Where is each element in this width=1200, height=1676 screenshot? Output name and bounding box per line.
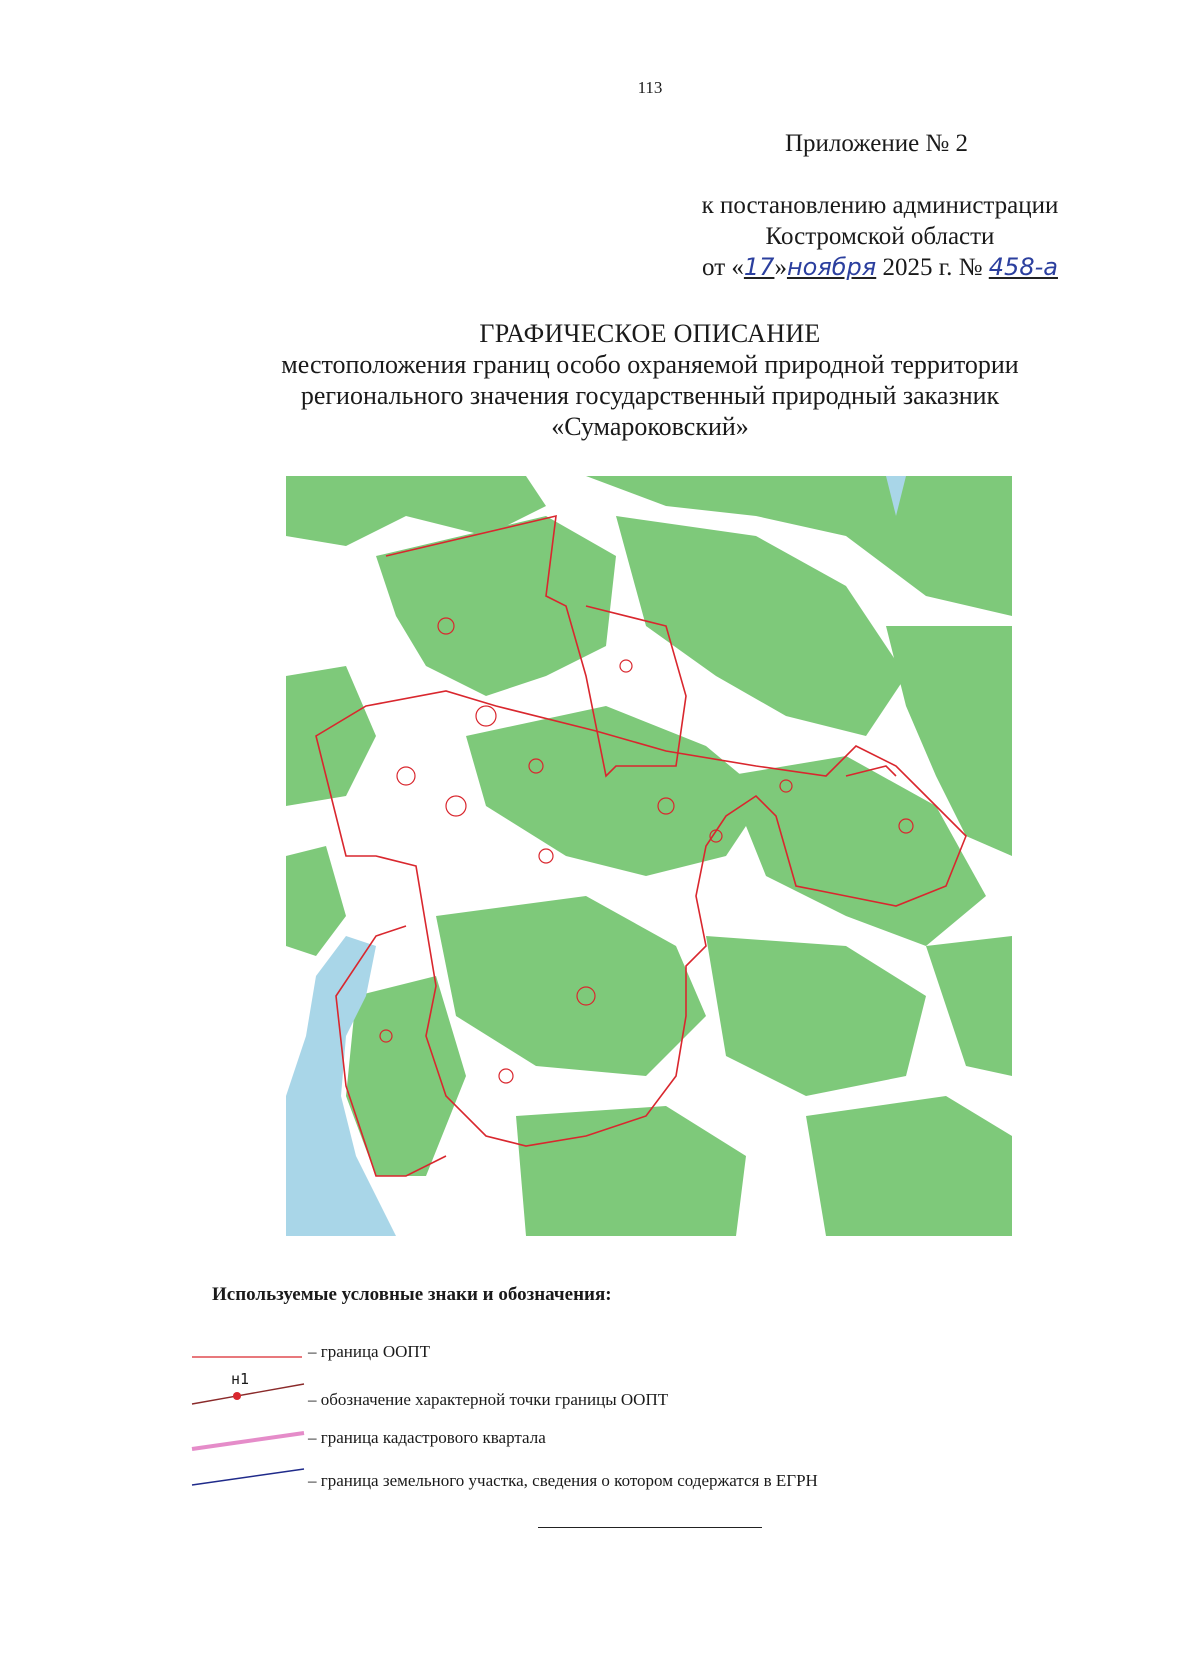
legend-label: – граница ООПТ xyxy=(308,1342,431,1361)
decree-year: 2025 г. № xyxy=(882,254,983,281)
legend-title: Используемые условные знаки и обозначения: xyxy=(212,1284,612,1305)
decree-date-mid: » xyxy=(774,254,787,281)
boundary-map xyxy=(286,476,1012,1236)
document-title xyxy=(0,318,1200,442)
title-heading: ГРАФИЧЕСКОЕ ОПИСАНИЕ xyxy=(479,319,821,348)
title-line-2: регионального значения государственный природный заказник xyxy=(300,381,1000,410)
map-image xyxy=(286,476,1012,1236)
legend-label: – граница земельного участка, сведения о котором содержатся в ЕГРН xyxy=(308,1471,818,1490)
decree-number: 458-а xyxy=(988,253,1058,281)
decree-line-2: Костромской области xyxy=(765,223,995,250)
legend-label: – обозначение характерной точки границы ООПТ xyxy=(308,1390,669,1409)
decree-line-1: к постановлению администрации xyxy=(701,192,1059,219)
decree-day: 17 xyxy=(743,253,775,281)
blue-line-icon xyxy=(190,1458,306,1488)
page-number: 113 xyxy=(637,78,663,97)
title-line-1: местоположения границ особо охраняемой природной территории xyxy=(281,350,1019,379)
point-label: н1 xyxy=(231,1370,250,1388)
red-line-icon xyxy=(190,1338,306,1368)
closing-rule xyxy=(538,1527,762,1528)
appendix-label: Приложение № 2 xyxy=(785,130,969,157)
pink-line-icon xyxy=(190,1424,306,1454)
title-line-3: «Сумароковский» xyxy=(551,412,749,441)
legend-label: – граница кадастрового квартала xyxy=(308,1428,546,1447)
decree-reference xyxy=(640,190,1120,283)
decree-date-line xyxy=(640,252,1120,283)
decree-date-prefix: от « xyxy=(702,254,744,281)
decree-month: ноября xyxy=(786,253,877,281)
